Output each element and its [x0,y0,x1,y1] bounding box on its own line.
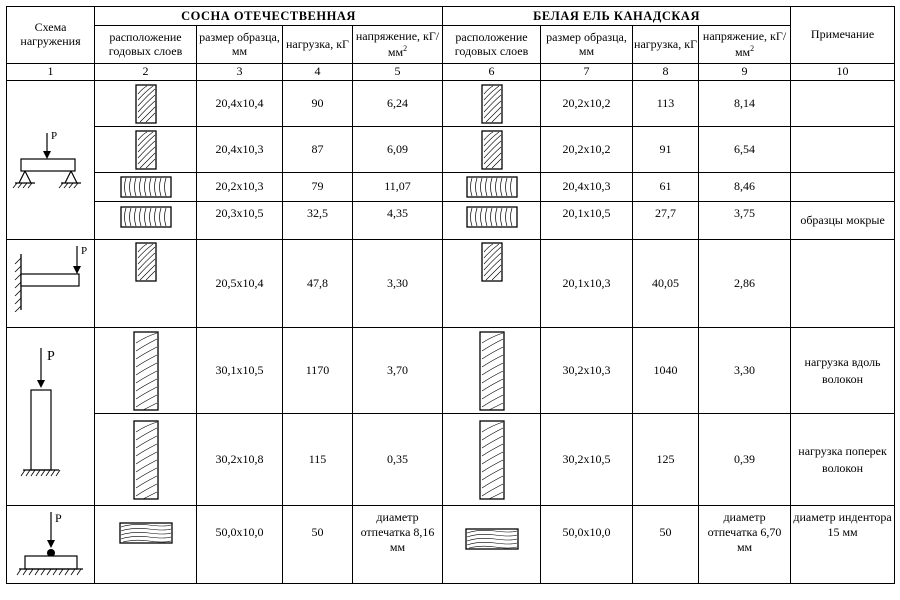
pine-load-cell: 115 [283,414,353,506]
note-cell [791,240,895,328]
col-number: 3 [197,64,283,81]
spruce-layer-specimen [443,81,541,127]
table-row [7,414,895,506]
table-row [7,127,895,173]
pine-layer-specimen [95,173,197,202]
svg-text:P: P [80,245,87,257]
note-cell: диаметр индентора 15 мм [791,506,895,584]
horizontal-grain-specimen-icon [466,176,518,198]
pine-stress-cell: 3,30 [353,240,443,328]
svg-text:P: P [46,348,55,364]
header-pine-load: нагрузка, кГ [283,26,353,64]
pine-layer-specimen [95,506,197,584]
tall-specimen-icon [133,331,159,411]
header-note: Примечание [791,7,895,64]
col-number: 2 [95,64,197,81]
svg-text:P: P [54,510,62,525]
scheme-three-point-bending [7,81,95,240]
header-spruce-stress: напряжение, $кГ/мм^2$ [699,26,791,64]
spruce-size-cell: 50,0x10,0 [541,506,633,584]
table-row [7,202,895,240]
spruce-stress-cell: 3,75 [699,202,791,240]
header-spruce-group: БЕЛАЯ ЕЛЬ КАНАДСКАЯ [443,7,791,26]
pine-stress-cell: 6,24 [353,81,443,127]
tall-specimen-icon [479,331,505,411]
spruce-layer-specimen [443,173,541,202]
spruce-layer-specimen [443,506,541,584]
pine-load-cell: 1170 [283,328,353,414]
spruce-size-cell: 20,1x10,5 [541,202,633,240]
indentation-test-icon [11,508,91,582]
pine-stress-cell: 3,70 [353,328,443,414]
compression-column-icon [11,342,91,492]
vertical-grain-specimen-icon [135,84,157,124]
spruce-size-cell: 20,2x10,2 [541,81,633,127]
scheme-compression [7,328,95,506]
col-number: 5 [353,64,443,81]
flat-specimen-icon [119,522,173,544]
pine-size-cell: 30,2x10,8 [197,414,283,506]
pine-stress-cell: 6,09 [353,127,443,173]
pine-stress-cell: 11,07 [353,173,443,202]
header-scheme: Схема нагружения [7,7,95,64]
pine-stress-cell: диаметр отпечатка 8,16 мм [353,506,443,584]
spruce-stress-cell: 8,14 [699,81,791,127]
note-cell [791,173,895,202]
spruce-size-cell: 30,2x10,3 [541,328,633,414]
horizontal-grain-specimen-icon [120,206,172,228]
spruce-load-cell: 1040 [633,328,699,414]
vertical-grain-specimen-icon [135,130,157,170]
table-row [7,173,895,202]
note-cell: нагрузка вдоль волокон [791,328,895,414]
col-number: 7 [541,64,633,81]
pine-size-cell: 20,4x10,4 [197,81,283,127]
tall-specimen-icon [133,420,159,500]
spruce-load-cell: 125 [633,414,699,506]
spruce-stress-cell: 3,30 [699,328,791,414]
spruce-stress-cell: 0,39 [699,414,791,506]
header-spruce-load: нагрузка, кГ [633,26,699,64]
spruce-stress-cell: 8,46 [699,173,791,202]
spruce-size-cell: 20,1x10,3 [541,240,633,328]
vertical-grain-specimen-icon [135,242,157,282]
header-pine-group: СОСНА ОТЕЧЕСТВЕННАЯ [95,7,443,26]
pine-layer-specimen [95,328,197,414]
spruce-load-cell: 61 [633,173,699,202]
vertical-grain-specimen-icon [481,84,503,124]
pine-load-cell: 79 [283,173,353,202]
tall-specimen-icon [479,420,505,500]
note-cell: образцы мокрые [791,202,895,240]
spruce-size-cell: 30,2x10,5 [541,414,633,506]
spruce-layer-specimen [443,414,541,506]
note-cell [791,81,895,127]
pine-layer-specimen [95,414,197,506]
note-cell: нагрузка поперек волокон [791,414,895,506]
scheme-indentation [7,506,95,584]
col-number: 6 [443,64,541,81]
spruce-load-cell: 91 [633,127,699,173]
table-row [7,506,895,584]
three-point-bending-icon [11,115,91,205]
pine-layer-specimen [95,81,197,127]
header-spruce-layers: расположение годовых слоев [443,26,541,64]
spruce-stress-cell: 2,86 [699,240,791,328]
col-number: 9 [699,64,791,81]
col-number: 4 [283,64,353,81]
header-pine-size: размер образца, мм [197,26,283,64]
pine-load-cell: 50 [283,506,353,584]
pine-load-cell: 32,5 [283,202,353,240]
pine-size-cell: 50,0x10,0 [197,506,283,584]
table-row [7,81,895,127]
spruce-layer-specimen [443,328,541,414]
cantilever-beam-icon [11,240,91,312]
col-number: 1 [7,64,95,81]
spruce-layer-specimen [443,240,541,328]
pine-load-cell: 90 [283,81,353,127]
spruce-size-cell: 20,2x10,2 [541,127,633,173]
vertical-grain-specimen-icon [481,130,503,170]
table-row [7,328,895,414]
pine-layer-specimen [95,202,197,240]
flat-specimen-icon [465,528,519,550]
col-number: 10 [791,64,895,81]
col-number: 8 [633,64,699,81]
spruce-stress-cell: 6,54 [699,127,791,173]
pine-size-cell: 20,3x10,5 [197,202,283,240]
header-spruce-size: размер образца, мм [541,26,633,64]
spruce-load-cell: 27,7 [633,202,699,240]
pine-stress-cell: 0,35 [353,414,443,506]
spruce-size-cell: 20,4x10,3 [541,173,633,202]
pine-size-cell: 20,2x10,3 [197,173,283,202]
spruce-load-cell: 40,05 [633,240,699,328]
pine-size-cell: 30,1x10,5 [197,328,283,414]
pine-layer-specimen [95,240,197,328]
pine-stress-cell: 4,35 [353,202,443,240]
pine-load-cell: 47,8 [283,240,353,328]
scheme-cantilever [7,240,95,328]
pine-layer-specimen [95,127,197,173]
spruce-load-cell: 113 [633,81,699,127]
spruce-stress-cell: диаметр отпечатка 6,70 мм [699,506,791,584]
spruce-load-cell: 50 [633,506,699,584]
pine-size-cell: 20,5x10,4 [197,240,283,328]
wood-test-table [6,6,895,584]
horizontal-grain-specimen-icon [466,206,518,228]
pine-size-cell: 20,4x10,3 [197,127,283,173]
horizontal-grain-specimen-icon [120,176,172,198]
svg-text:P: P [50,130,57,142]
note-cell [791,127,895,173]
header-pine-stress: напряжение, $кГ/мм^2$ [353,26,443,64]
spruce-layer-specimen [443,127,541,173]
header-pine-layers: расположение годовых слоев [95,26,197,64]
pine-load-cell: 87 [283,127,353,173]
vertical-grain-specimen-icon [481,242,503,282]
table-row [7,240,895,328]
spruce-layer-specimen [443,202,541,240]
